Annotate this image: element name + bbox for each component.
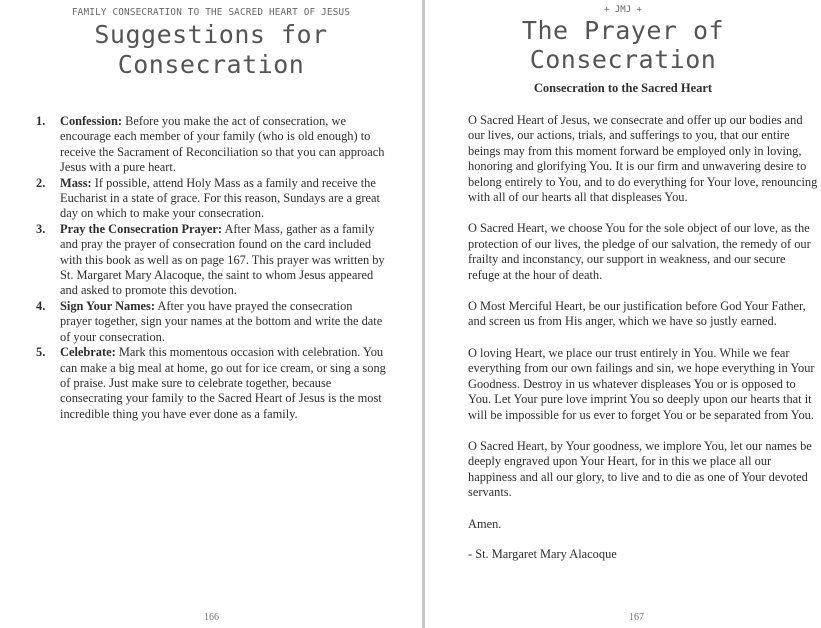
list-item — [36, 299, 386, 345]
item-text: Mark this momentous occasion with celebration. You can make a big meal at home, go out for ice cream, or sing a song of praise. Just make sure to celebrate together, because consecrating your family to the Sacred Heart of Jesus is the most incredible thing you have ever done as a family. — [60, 345, 386, 421]
item-term: Celebrate: — [60, 345, 116, 360]
header-mark: + JMJ + — [604, 5, 642, 15]
item-text: If possible, attend Holy Mass as a family and receive the Eucharist in a state of grace. For this reason, Sundays are a great day on which to make your consecration. — [60, 175, 380, 221]
item-text: After Mass, gather as a family and pray the prayer of consecration found on the card included with this book as well as on page 167. This prayer was written by St. Margaret Mary Alacoque, the saint to whom Jesus appeared and asked to promote this devotion. — [60, 221, 385, 298]
item-text: After you have prayed the consecration prayer together, sign your names at the bottom and write the date of your consecration. — [60, 298, 383, 344]
page-number: 167 — [629, 612, 644, 623]
item-number: 5. — [36, 345, 46, 360]
prayer-paragraph: O Sacred Heart, by Your goodness, we implore You, let our names be deeply engraved upon Your Heart, for in this we place all our happiness and all our glory, to live and to die as one of Your devoted servants. — [468, 438, 812, 500]
page-number: 166 — [204, 612, 219, 623]
right-page — [425, 0, 821, 628]
item-number: 3. — [36, 221, 46, 236]
page-title — [0, 20, 422, 80]
prayer-paragraph: O Sacred Heart of Jesus, we consecrate and offer up our bodies and our lives, our actions, trials, and sufferings to you, that our entire beings may from this moment forward be employed only in loving, honoring and glorifying You. It is our firm and unwavering desire to belong entirely to You, and to do everything for Your love, renouncing with all of our hearts all that displeases You. — [468, 113, 818, 205]
subheading: Consecration to the Sacred Heart — [533, 81, 713, 95]
prayer-paragraph: O loving Heart, we place our trust entirely in You. While we fear everything from our own failings and sin, we hope everything in Your Goodness. Destroy in us whatever displeases You or is opposed to You. Let Your pure love imprint You so deeply upon our hearts that it will be impossible for us ever to forget You or be separated from You. — [468, 345, 815, 422]
list-item — [36, 114, 386, 176]
suggestions-list — [36, 114, 386, 422]
attribution: - St. Margaret Mary Alacoque — [468, 546, 617, 561]
item-number: 1. — [36, 114, 46, 128]
running-head: FAMILY CONSECRATION TO THE SACRED HEART OF JESUS — [71, 7, 351, 18]
item-term: Sign Your Names: — [60, 298, 156, 313]
item-number: 2. — [36, 175, 46, 190]
item-term: Confession: — [60, 114, 122, 128]
prayer-text — [468, 113, 818, 562]
list-item — [36, 176, 386, 222]
prayer-paragraph: O Most Merciful Heart, be our justification before God Your Father, and screen us from His anger, which we have so justly earned. — [468, 299, 806, 329]
prayer-paragraph: O Sacred Heart, we choose You for the sole object of our love, as the protection of our lives, the pledge of our salvation, the remedy of our frailty and inconstancy, our support in weakness, and our secure refuge at the hour of death. — [468, 221, 811, 282]
page-title-line-1: The Prayer of — [521, 16, 725, 45]
item-term: Mass: — [60, 175, 92, 190]
page-title-line-2: Consecration — [529, 45, 717, 74]
amen: Amen. — [468, 516, 502, 531]
page-title — [425, 16, 821, 74]
page-title-line-2: Consecration — [117, 50, 305, 79]
item-number: 4. — [36, 298, 46, 313]
list-item — [36, 345, 386, 422]
page-title-line-1: Suggestions for — [94, 20, 328, 49]
item-term: Pray the Consecration Prayer: — [60, 221, 223, 236]
item-text: Before you make the act of consecration, we encourage each member of your family (who is old enough) to receive the Sacrament of Reconciliation so that you can approach Jesus with a pure heart. — [60, 114, 385, 175]
list-item — [36, 222, 386, 299]
